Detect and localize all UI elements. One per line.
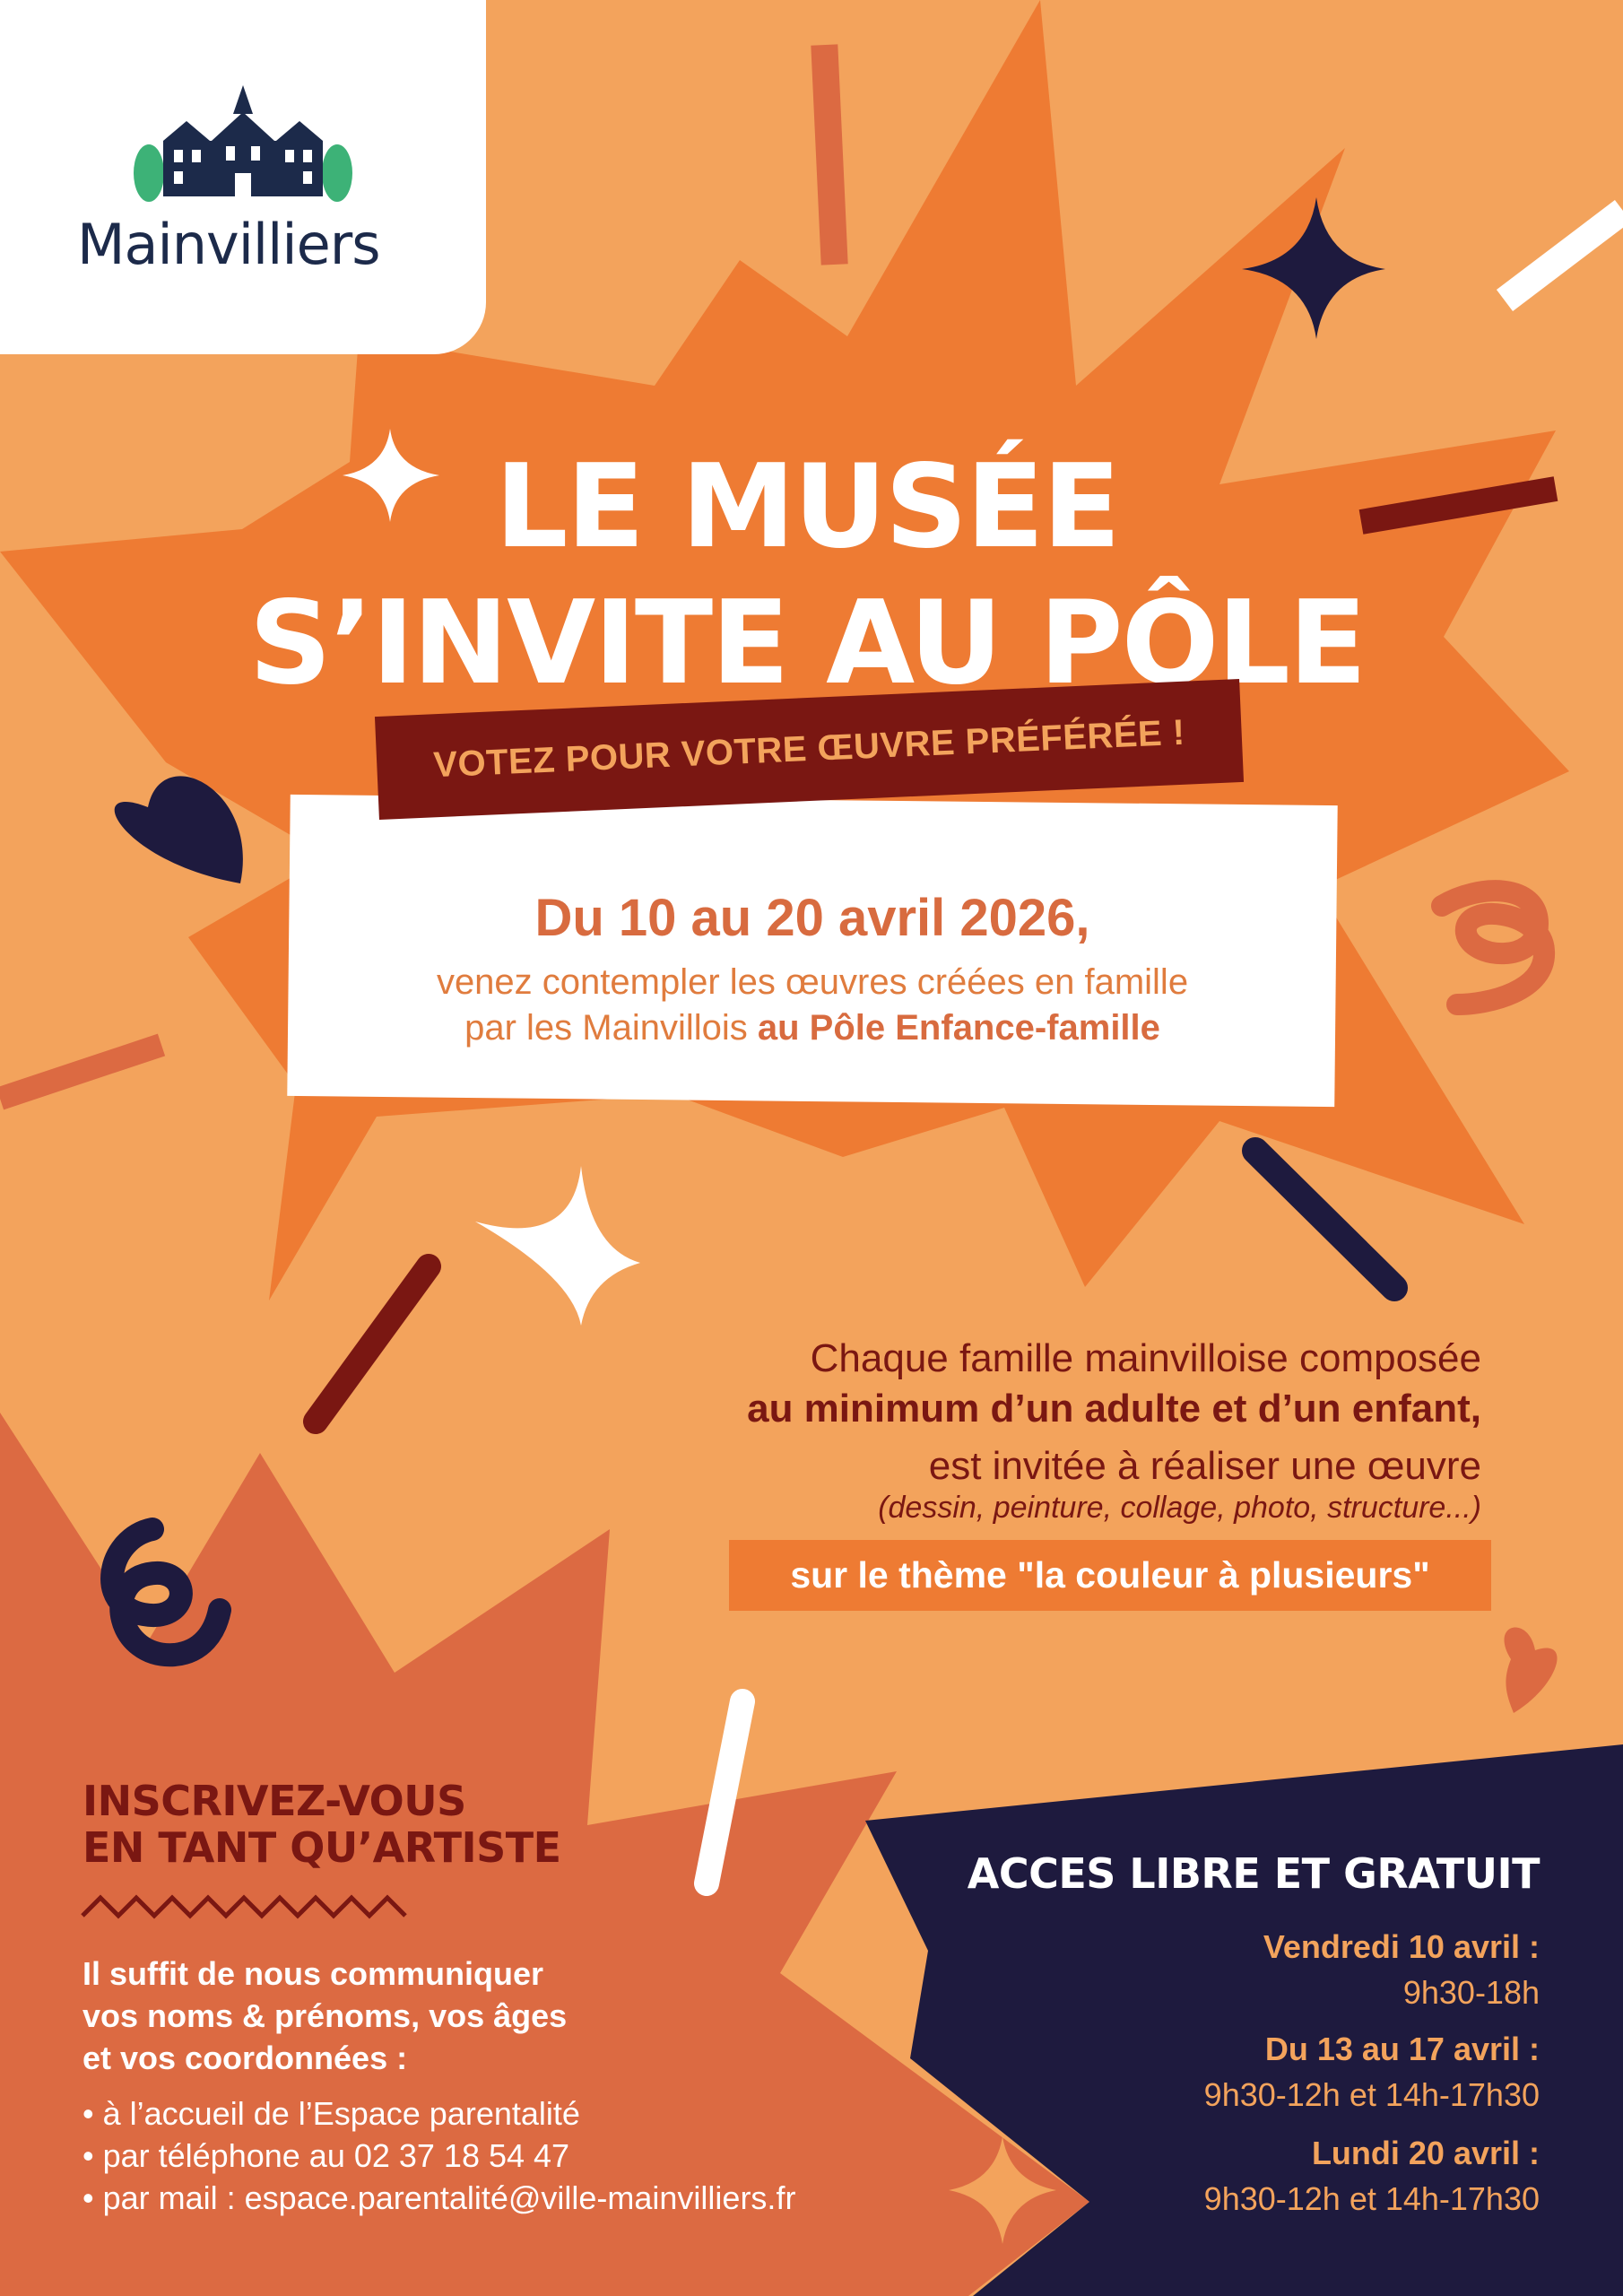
signup-option-phone: • par téléphone au 02 37 18 54 47 (82, 2137, 570, 2174)
stroke-left (0, 1045, 161, 1099)
family-line-3: est invitée à réaliser une œuvre (928, 1444, 1481, 1488)
stroke-top (825, 58, 834, 251)
signup-option-email: • par mail : espace.parentalité@ville-mainvilliers.fr (82, 2179, 796, 2216)
page-title (161, 439, 1453, 712)
event-description-prefix: par les Mainvillois (464, 1008, 758, 1048)
title-line-2: S’INVITE AU PÔLE (248, 577, 1366, 710)
schedule-day-3: Lundi 20 avril : (1311, 2135, 1540, 2171)
signup-title-line-1: INSCRIVEZ-VOUS (82, 1777, 466, 1825)
theme-box (729, 1540, 1491, 1611)
info-card (287, 795, 1337, 1107)
theme-text: sur le thème "la couleur à plusieurs" (790, 1554, 1430, 1596)
family-line-2: au minimum d’un adulte et d’un enfant, (747, 1387, 1481, 1431)
sparkle-white-large (475, 1166, 640, 1326)
event-description-line-2 (289, 1008, 1336, 1048)
family-line-1: Chaque famille mainvilloise composée (810, 1336, 1481, 1380)
signup-body-line-1: Il suffit de nous communiquer (82, 1955, 544, 1992)
title-line-1: LE MUSÉE (495, 440, 1119, 574)
squiggle-terracotta-icon (1442, 891, 1544, 1004)
signup-option-desk: • à l’accueil de l’Espace parentalité (82, 2095, 580, 2132)
signup-title (82, 1778, 561, 1871)
logo-card (0, 0, 486, 354)
stroke-top-right-white (1505, 211, 1623, 300)
schedule-hours-2: 9h30-12h et 14h-17h30 (1203, 2076, 1540, 2113)
zigzag-divider-icon (81, 1891, 412, 1921)
access-title: ACCES LIBRE ET GRATUIT (967, 1849, 1540, 1898)
family-line-4: (dessin, peinture, collage, photo, structure...) (878, 1491, 1481, 1525)
schedule-hours-3: 9h30-12h et 14h-17h30 (1203, 2180, 1540, 2217)
event-venue: au Pôle Enfance-famille (757, 1008, 1160, 1048)
signup-body-line-2: vos noms & prénoms, vos âges (82, 1997, 568, 2034)
schedule-day-2: Du 13 au 17 avril : (1264, 2031, 1540, 2067)
logo-text: Mainvilliers (77, 212, 380, 277)
stroke-maroon-center (316, 1266, 429, 1422)
signup-body-line-3: et vos coordonnées : (82, 2039, 408, 2076)
signup-title-line-2: EN TANT QU’ARTISTE (82, 1823, 561, 1872)
event-description-line-1: venez contempler les œuvres créées en famille (436, 962, 1189, 1002)
vote-banner-text: VOTEZ POUR VOTRE ŒUVRE PRÉFÉRÉE ! (432, 712, 1186, 786)
event-dates: Du 10 au 20 avril 2026, (534, 889, 1090, 947)
schedule-day-1: Vendredi 10 avril : (1263, 1928, 1540, 1965)
town-hall-logo-icon (133, 85, 353, 202)
heart-terracotta-icon (1505, 1628, 1558, 1713)
schedule-hours-1: 9h30-18h (1402, 1974, 1540, 2011)
